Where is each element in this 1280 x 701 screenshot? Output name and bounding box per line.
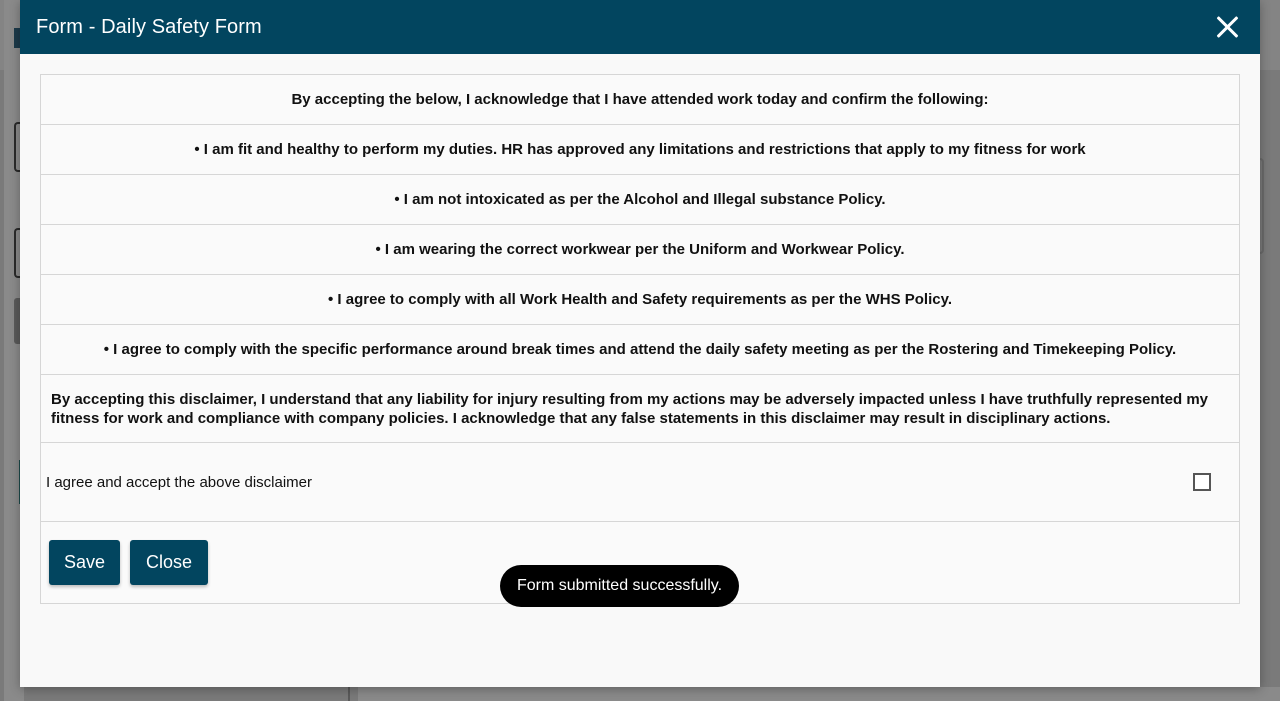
statement-intoxication: • I am not intoxicated as per the Alcohol and Illegal substance Policy.: [41, 175, 1239, 225]
disclaimer-text: By accepting this disclaimer, I understand that any liability for injury resulting from my actions may be adversely impacted unless I have truthfully represented my fitness for work and compliance with company policies. I acknowledge that any false statements in this disclaimer may result in disciplinary actions.: [41, 375, 1239, 443]
agree-label: I agree and accept the above disclaimer: [46, 473, 312, 491]
background-divider: [348, 687, 350, 701]
close-icon[interactable]: [1214, 14, 1240, 40]
statement-fitness: • I am fit and healthy to perform my duties. HR has approved any limitations and restrictions that apply to my fitness for work: [41, 125, 1239, 175]
agree-checkbox[interactable]: [1193, 473, 1211, 491]
close-button[interactable]: Close: [130, 540, 208, 585]
success-toast: Form submitted successfully.: [500, 565, 739, 607]
safety-form-table: [40, 74, 1240, 604]
modal-title: Form - Daily Safety Form: [36, 15, 262, 38]
modal-header: [20, 0, 1260, 54]
background-panel: [358, 687, 1280, 701]
form-intro: By accepting the below, I acknowledge that I have attended work today and confirm the following:: [41, 75, 1239, 125]
statement-rostering: • I agree to comply with the specific performance around break times and attend the daily safety meeting as per the Rostering and Timekeeping Policy.: [41, 325, 1239, 375]
agree-row: [41, 443, 1239, 522]
statement-workwear: • I am wearing the correct workwear per the Uniform and Workwear Policy.: [41, 225, 1239, 275]
statement-whs: • I agree to comply with all Work Health and Safety requirements as per the WHS Policy.: [41, 275, 1239, 325]
save-button[interactable]: Save: [49, 540, 120, 585]
